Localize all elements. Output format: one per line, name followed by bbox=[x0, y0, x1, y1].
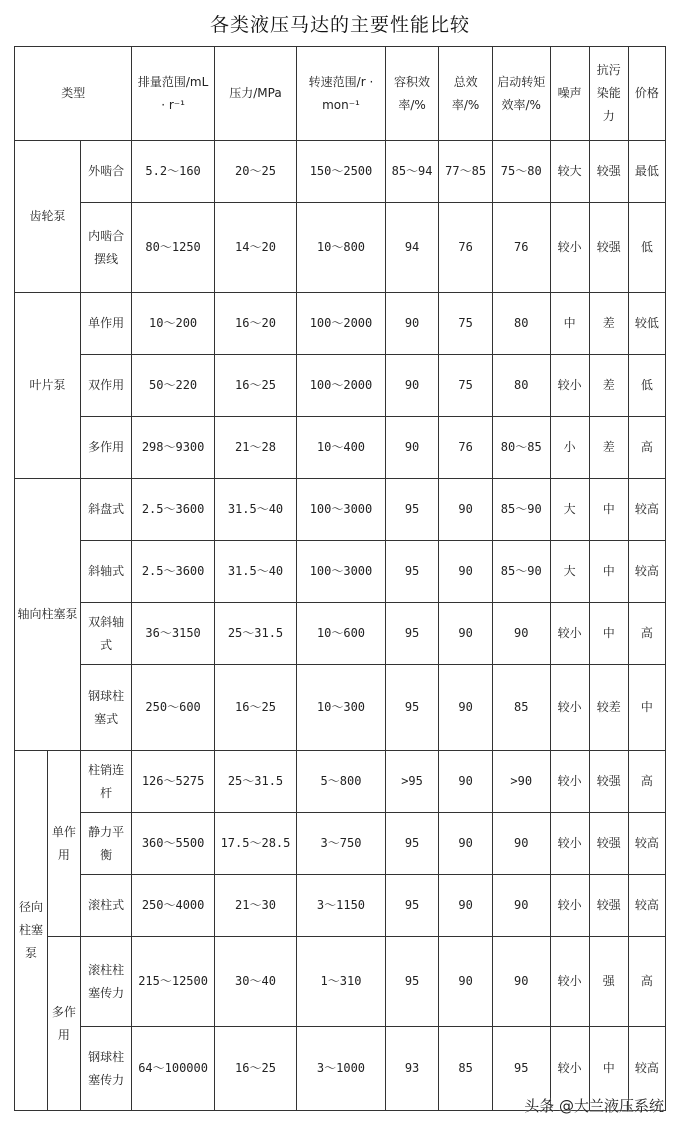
header-starting-torque-efficiency: 启动转矩效率/% bbox=[492, 47, 550, 141]
cell-price: 高 bbox=[628, 751, 665, 813]
cell-starting-efficiency: 85 bbox=[492, 665, 550, 751]
cell-speed: 150～2500 bbox=[297, 141, 386, 203]
cell-displacement: 126～5275 bbox=[132, 751, 214, 813]
cell-displacement: 10～200 bbox=[132, 293, 214, 355]
cell-price: 低 bbox=[628, 203, 665, 293]
cell-starting-efficiency: 75～80 bbox=[492, 141, 550, 203]
cell-price: 较高 bbox=[628, 1027, 665, 1111]
header-noise: 噪声 bbox=[550, 47, 589, 141]
cell-starting-efficiency: 90 bbox=[492, 813, 550, 875]
table-row bbox=[15, 937, 666, 1027]
cell-displacement: 250～600 bbox=[132, 665, 214, 751]
cell-pressure: 14～20 bbox=[214, 203, 296, 293]
cell-pressure: 25～31.5 bbox=[214, 603, 296, 665]
sub-type: 滚柱柱塞传力 bbox=[80, 937, 132, 1027]
sub-type: 静力平衡 bbox=[80, 813, 132, 875]
cell-noise: 较小 bbox=[550, 203, 589, 293]
cell-total-efficiency: 90 bbox=[439, 813, 493, 875]
cell-pressure: 31.5～40 bbox=[214, 479, 296, 541]
header-displacement: 排量范围/mL · r⁻¹ bbox=[132, 47, 214, 141]
cell-total-efficiency: 85 bbox=[439, 1027, 493, 1111]
cell-anti-pollution: 中 bbox=[589, 603, 628, 665]
cell-displacement: 298～9300 bbox=[132, 417, 214, 479]
table-row bbox=[15, 813, 666, 875]
watermark: 头条 @大兰液压系统 bbox=[524, 1097, 664, 1115]
cell-displacement: 5.2～160 bbox=[132, 141, 214, 203]
table-row bbox=[15, 355, 666, 417]
cell-noise: 较小 bbox=[550, 603, 589, 665]
cell-noise: 较小 bbox=[550, 355, 589, 417]
cell-anti-pollution: 中 bbox=[589, 541, 628, 603]
cell-anti-pollution: 中 bbox=[589, 479, 628, 541]
table-row bbox=[15, 541, 666, 603]
cell-total-efficiency: 90 bbox=[439, 875, 493, 937]
cell-volumetric-efficiency: 95 bbox=[385, 603, 439, 665]
table-row bbox=[15, 875, 666, 937]
cell-speed: 10～800 bbox=[297, 203, 386, 293]
cell-total-efficiency: 90 bbox=[439, 751, 493, 813]
cell-noise: 较小 bbox=[550, 751, 589, 813]
cell-price: 高 bbox=[628, 603, 665, 665]
cell-pressure: 16～20 bbox=[214, 293, 296, 355]
group-vane: 叶片泵 bbox=[15, 293, 81, 479]
cell-pressure: 16～25 bbox=[214, 1027, 296, 1111]
cell-speed: 1～310 bbox=[297, 937, 386, 1027]
cell-total-efficiency: 90 bbox=[439, 665, 493, 751]
cell-noise: 中 bbox=[550, 293, 589, 355]
cell-displacement: 2.5～3600 bbox=[132, 479, 214, 541]
cell-speed: 100～3000 bbox=[297, 541, 386, 603]
cell-price: 中 bbox=[628, 665, 665, 751]
cell-price: 低 bbox=[628, 355, 665, 417]
sub-type: 钢球柱塞传力 bbox=[80, 1027, 132, 1111]
cell-anti-pollution: 较强 bbox=[589, 203, 628, 293]
cell-price: 较低 bbox=[628, 293, 665, 355]
header-anti-pollution: 抗污染能力 bbox=[589, 47, 628, 141]
subgroup-multi-action: 多作用 bbox=[47, 937, 80, 1111]
group-gear: 齿轮泵 bbox=[15, 141, 81, 293]
group-radial: 径向柱塞泵 bbox=[15, 751, 48, 1111]
cell-noise: 较大 bbox=[550, 141, 589, 203]
table-row bbox=[15, 293, 666, 355]
cell-pressure: 25～31.5 bbox=[214, 751, 296, 813]
cell-total-efficiency: 77～85 bbox=[439, 141, 493, 203]
cell-starting-efficiency: 90 bbox=[492, 937, 550, 1027]
cell-speed: 3～1000 bbox=[297, 1027, 386, 1111]
cell-starting-efficiency: >90 bbox=[492, 751, 550, 813]
cell-anti-pollution: 差 bbox=[589, 417, 628, 479]
cell-noise: 大 bbox=[550, 479, 589, 541]
cell-displacement: 2.5～3600 bbox=[132, 541, 214, 603]
cell-volumetric-efficiency: 85～94 bbox=[385, 141, 439, 203]
cell-anti-pollution: 差 bbox=[589, 293, 628, 355]
subgroup-single-action: 单作用 bbox=[47, 751, 80, 937]
cell-pressure: 21～30 bbox=[214, 875, 296, 937]
cell-speed: 3～1150 bbox=[297, 875, 386, 937]
cell-pressure: 31.5～40 bbox=[214, 541, 296, 603]
cell-price: 较高 bbox=[628, 541, 665, 603]
sub-type: 多作用 bbox=[80, 417, 132, 479]
cell-pressure: 21～28 bbox=[214, 417, 296, 479]
cell-displacement: 360～5500 bbox=[132, 813, 214, 875]
cell-volumetric-efficiency: 90 bbox=[385, 355, 439, 417]
cell-noise: 较小 bbox=[550, 875, 589, 937]
cell-volumetric-efficiency: 95 bbox=[385, 479, 439, 541]
cell-volumetric-efficiency: 93 bbox=[385, 1027, 439, 1111]
sub-type: 双斜轴式 bbox=[80, 603, 132, 665]
cell-anti-pollution: 中 bbox=[589, 1027, 628, 1111]
cell-price: 高 bbox=[628, 937, 665, 1027]
page-title: 各类液压马达的主要性能比较 bbox=[209, 14, 470, 36]
cell-total-efficiency: 75 bbox=[439, 293, 493, 355]
cell-pressure: 30～40 bbox=[214, 937, 296, 1027]
cell-price: 最低 bbox=[628, 141, 665, 203]
cell-starting-efficiency: 80 bbox=[492, 293, 550, 355]
cell-noise: 小 bbox=[550, 417, 589, 479]
table-row bbox=[15, 603, 666, 665]
cell-pressure: 16～25 bbox=[214, 355, 296, 417]
cell-displacement: 250～4000 bbox=[132, 875, 214, 937]
sub-type: 双作用 bbox=[80, 355, 132, 417]
cell-starting-efficiency: 90 bbox=[492, 875, 550, 937]
cell-speed: 100～2000 bbox=[297, 293, 386, 355]
sub-type: 滚柱式 bbox=[80, 875, 132, 937]
table-row bbox=[15, 751, 666, 813]
cell-pressure: 16～25 bbox=[214, 665, 296, 751]
table-row bbox=[15, 479, 666, 541]
cell-noise: 较小 bbox=[550, 1027, 589, 1111]
cell-displacement: 50～220 bbox=[132, 355, 214, 417]
cell-total-efficiency: 90 bbox=[439, 479, 493, 541]
table-row bbox=[15, 665, 666, 751]
cell-speed: 10～600 bbox=[297, 603, 386, 665]
cell-price: 较高 bbox=[628, 813, 665, 875]
cell-anti-pollution: 强 bbox=[589, 937, 628, 1027]
cell-anti-pollution: 较强 bbox=[589, 751, 628, 813]
sub-type: 单作用 bbox=[80, 293, 132, 355]
cell-displacement: 80～1250 bbox=[132, 203, 214, 293]
cell-speed: 10～300 bbox=[297, 665, 386, 751]
cell-starting-efficiency: 80 bbox=[492, 355, 550, 417]
cell-pressure: 20～25 bbox=[214, 141, 296, 203]
header-volumetric-efficiency: 容积效率/% bbox=[385, 47, 439, 141]
cell-volumetric-efficiency: 94 bbox=[385, 203, 439, 293]
cell-price: 较高 bbox=[628, 875, 665, 937]
cell-starting-efficiency: 76 bbox=[492, 203, 550, 293]
cell-speed: 10～400 bbox=[297, 417, 386, 479]
cell-displacement: 215～12500 bbox=[132, 937, 214, 1027]
cell-noise: 较小 bbox=[550, 813, 589, 875]
cell-total-efficiency: 90 bbox=[439, 937, 493, 1027]
cell-noise: 大 bbox=[550, 541, 589, 603]
table-row bbox=[15, 141, 666, 203]
cell-total-efficiency: 90 bbox=[439, 541, 493, 603]
sub-type: 内啮合摆线 bbox=[80, 203, 132, 293]
cell-volumetric-efficiency: 95 bbox=[385, 541, 439, 603]
cell-total-efficiency: 90 bbox=[439, 603, 493, 665]
sub-type: 钢球柱塞式 bbox=[80, 665, 132, 751]
table-row bbox=[15, 203, 666, 293]
cell-starting-efficiency: 85～90 bbox=[492, 479, 550, 541]
cell-speed: 100～2000 bbox=[297, 355, 386, 417]
sub-type: 外啮合 bbox=[80, 141, 132, 203]
cell-volumetric-efficiency: >95 bbox=[385, 751, 439, 813]
header-total-efficiency: 总效率/% bbox=[439, 47, 493, 141]
cell-volumetric-efficiency: 95 bbox=[385, 665, 439, 751]
cell-anti-pollution: 较强 bbox=[589, 875, 628, 937]
sub-type: 柱销连杆 bbox=[80, 751, 132, 813]
cell-starting-efficiency: 80～85 bbox=[492, 417, 550, 479]
cell-price: 较高 bbox=[628, 479, 665, 541]
header-pressure: 压力/MPa bbox=[214, 47, 296, 141]
cell-volumetric-efficiency: 90 bbox=[385, 417, 439, 479]
cell-total-efficiency: 76 bbox=[439, 203, 493, 293]
table-row bbox=[15, 417, 666, 479]
cell-displacement: 36～3150 bbox=[132, 603, 214, 665]
cell-anti-pollution: 较强 bbox=[589, 141, 628, 203]
cell-speed: 3～750 bbox=[297, 813, 386, 875]
header-speed: 转速范围/r · mon⁻¹ bbox=[297, 47, 386, 141]
sub-type: 斜轴式 bbox=[80, 541, 132, 603]
cell-volumetric-efficiency: 95 bbox=[385, 875, 439, 937]
cell-total-efficiency: 76 bbox=[439, 417, 493, 479]
cell-pressure: 17.5～28.5 bbox=[214, 813, 296, 875]
cell-starting-efficiency: 90 bbox=[492, 603, 550, 665]
cell-volumetric-efficiency: 90 bbox=[385, 293, 439, 355]
cell-anti-pollution: 较差 bbox=[589, 665, 628, 751]
header-type: 类型 bbox=[15, 47, 132, 141]
cell-starting-efficiency: 95 bbox=[492, 1027, 550, 1111]
cell-speed: 100～3000 bbox=[297, 479, 386, 541]
sub-type: 斜盘式 bbox=[80, 479, 132, 541]
header-row bbox=[15, 47, 666, 141]
cell-noise: 较小 bbox=[550, 937, 589, 1027]
cell-total-efficiency: 75 bbox=[439, 355, 493, 417]
cell-displacement: 64～100000 bbox=[132, 1027, 214, 1111]
cell-volumetric-efficiency: 95 bbox=[385, 813, 439, 875]
performance-table bbox=[14, 46, 666, 1111]
header-price: 价格 bbox=[628, 47, 665, 141]
cell-starting-efficiency: 85～90 bbox=[492, 541, 550, 603]
cell-volumetric-efficiency: 95 bbox=[385, 937, 439, 1027]
group-axial: 轴向柱塞泵 bbox=[15, 479, 81, 751]
cell-price: 高 bbox=[628, 417, 665, 479]
cell-anti-pollution: 较强 bbox=[589, 813, 628, 875]
cell-noise: 较小 bbox=[550, 665, 589, 751]
cell-anti-pollution: 差 bbox=[589, 355, 628, 417]
cell-speed: 5～800 bbox=[297, 751, 386, 813]
